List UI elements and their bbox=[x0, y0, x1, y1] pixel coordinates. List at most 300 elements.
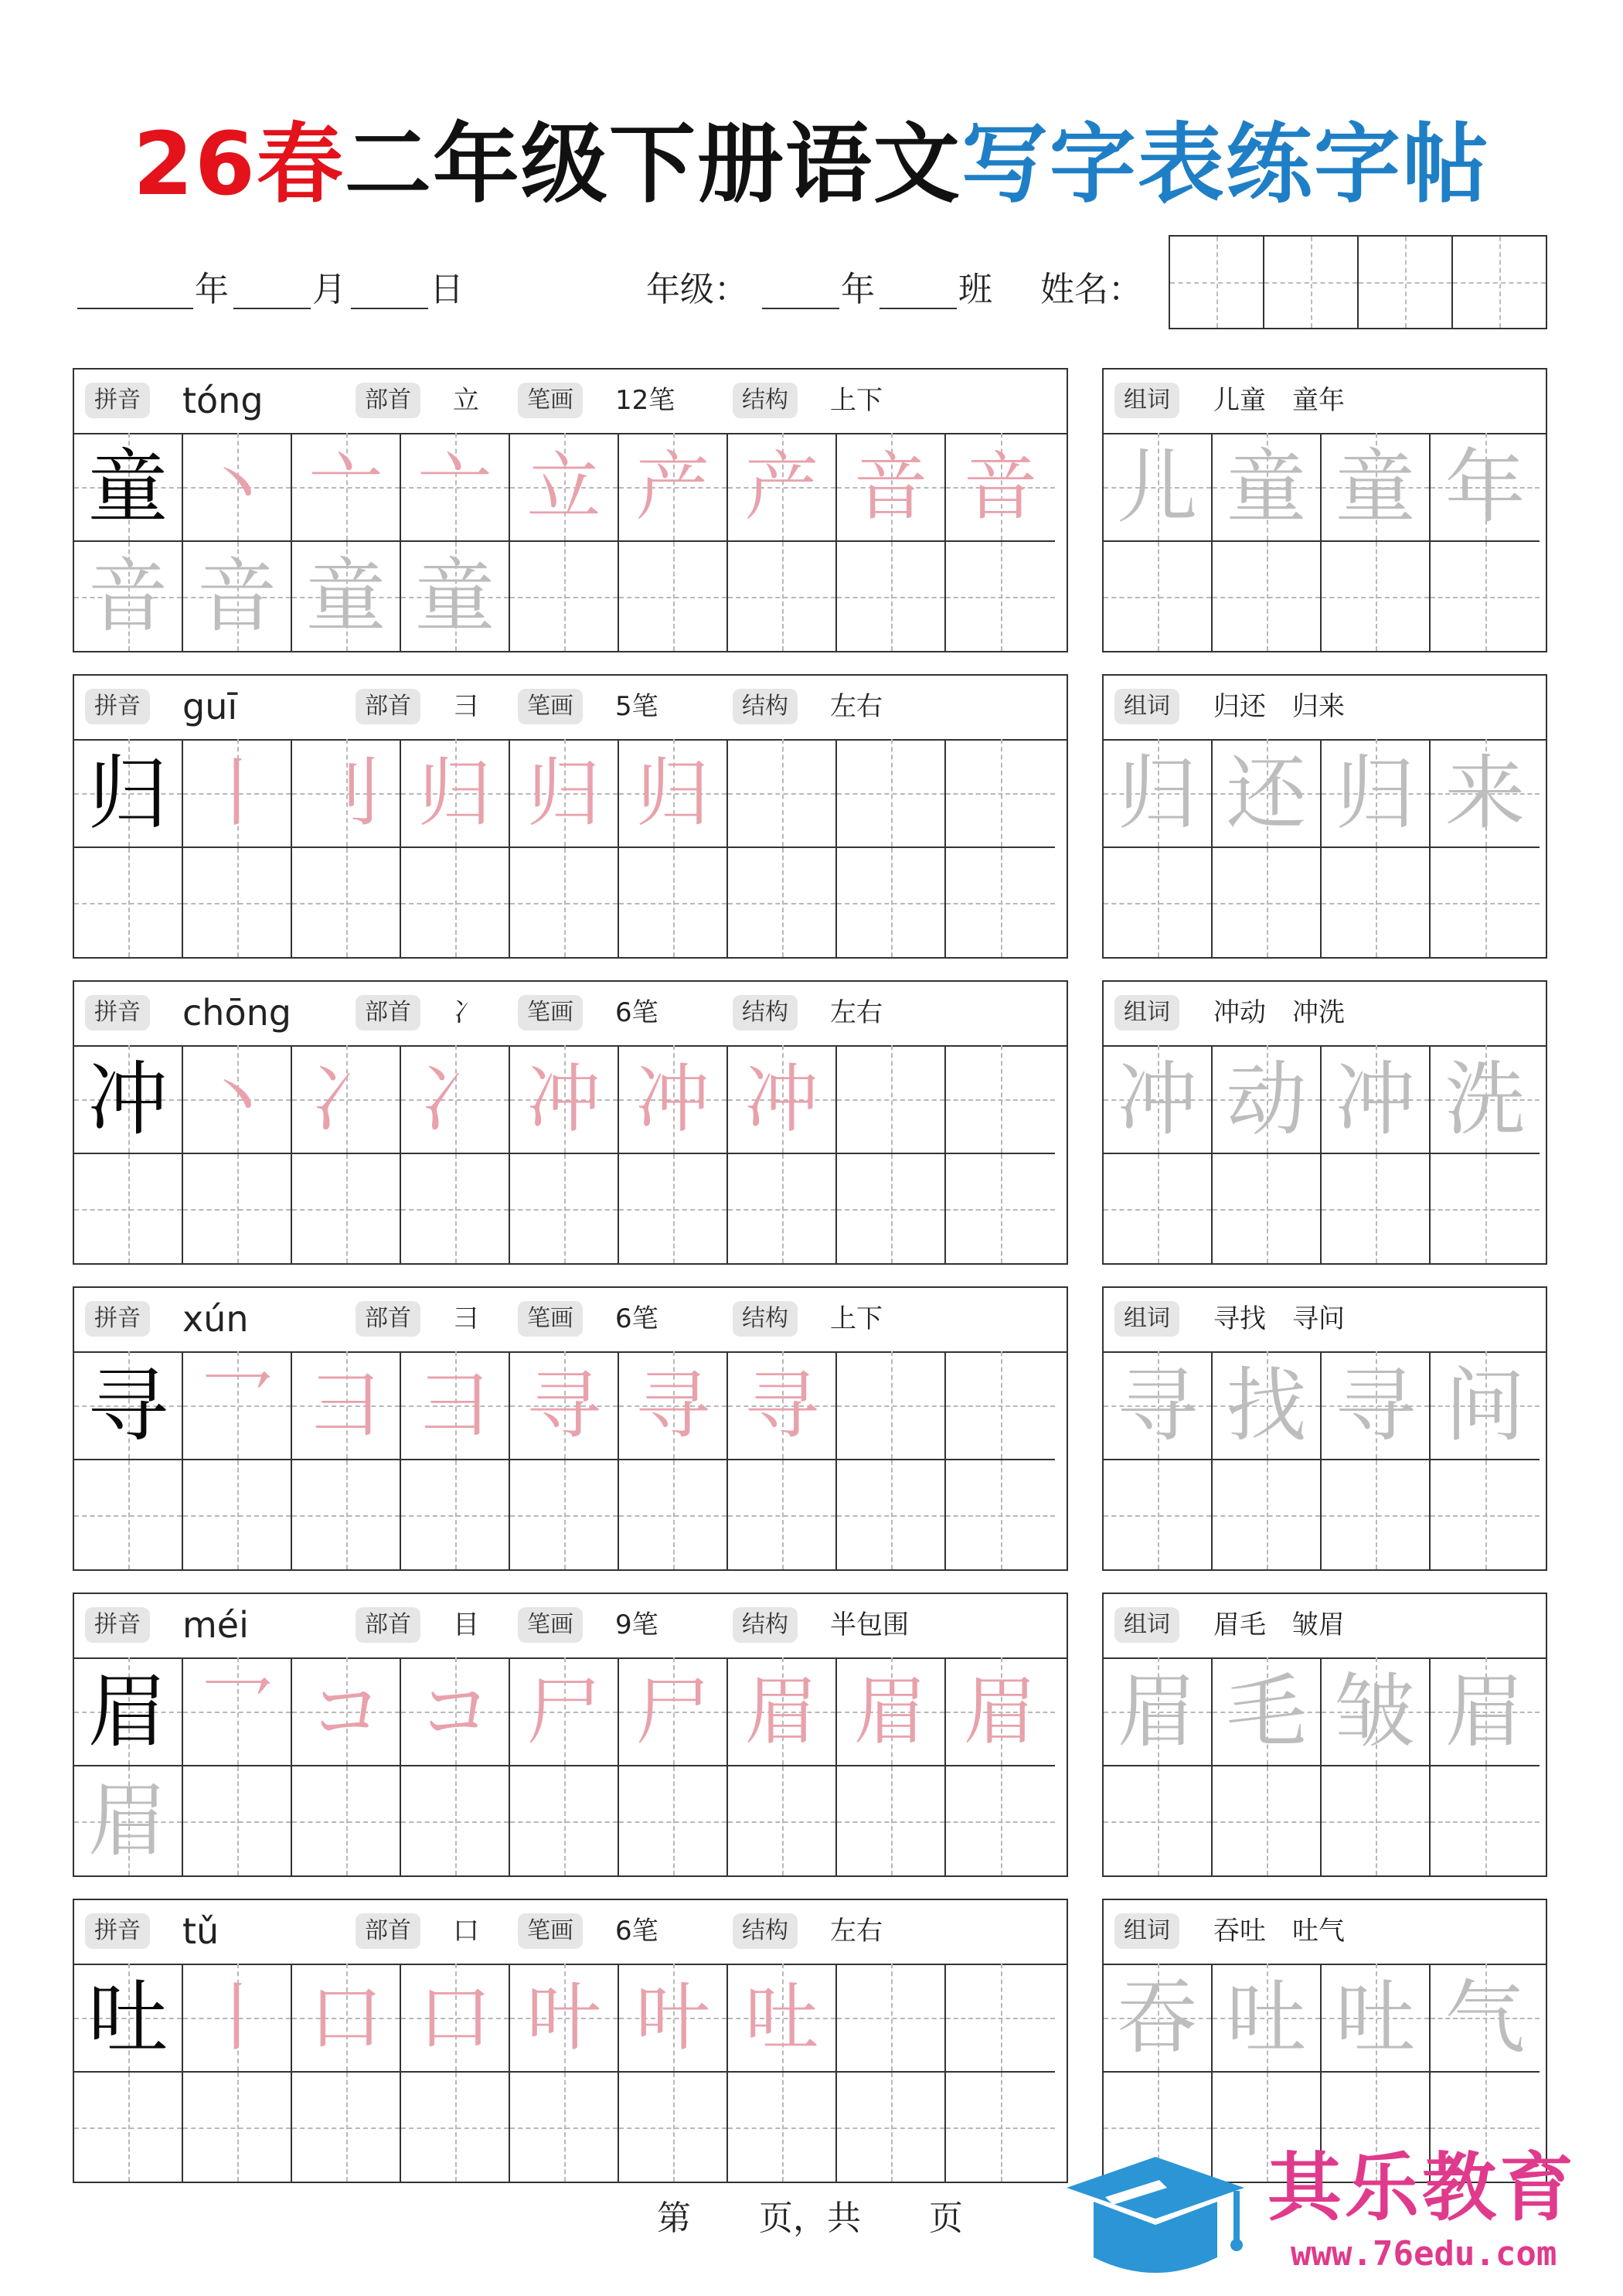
name-label: 姓名： bbox=[1040, 270, 1142, 309]
class-label: 班 bbox=[958, 270, 992, 309]
practice-cell[interactable] bbox=[292, 848, 401, 957]
practice-cell[interactable] bbox=[837, 1351, 946, 1460]
practice-cell[interactable] bbox=[728, 433, 837, 542]
year-label: 年 bbox=[195, 270, 229, 309]
character-info-header bbox=[74, 982, 1067, 1047]
name-cell[interactable] bbox=[1453, 237, 1546, 328]
stroke-order-glyph: 彐 bbox=[417, 1362, 492, 1449]
practice-cell[interactable] bbox=[292, 1964, 401, 2073]
practice-cell[interactable] bbox=[292, 433, 401, 542]
pinyin-value: guī bbox=[182, 686, 238, 727]
practice-cell[interactable] bbox=[1431, 1657, 1540, 1766]
practice-cell[interactable] bbox=[946, 1045, 1055, 1154]
structure-tag: 结构 bbox=[733, 1301, 798, 1337]
words-tag: 组词 bbox=[1114, 1301, 1179, 1337]
practice-cell[interactable] bbox=[728, 739, 837, 848]
word-trace-glyph: 毛 bbox=[1226, 1664, 1307, 1759]
practice-cell[interactable] bbox=[74, 2073, 183, 2182]
practice-cell[interactable] bbox=[1322, 1351, 1431, 1460]
stroke-order-glyph: 丨 bbox=[199, 1974, 274, 2061]
stroke-order-glyph: 音 bbox=[196, 549, 277, 643]
word-trace-glyph: 儿 bbox=[1117, 440, 1198, 534]
practice-cell[interactable] bbox=[74, 1045, 183, 1154]
practice-cell[interactable] bbox=[1104, 1045, 1213, 1154]
practice-cell[interactable] bbox=[946, 1964, 1055, 2073]
practice-cell[interactable] bbox=[1431, 739, 1540, 848]
practice-cell[interactable] bbox=[1322, 1045, 1431, 1154]
practice-cell[interactable] bbox=[292, 2073, 401, 2182]
practice-cell[interactable] bbox=[401, 739, 510, 848]
stroke-order-glyph: 冲 bbox=[744, 1056, 819, 1143]
practice-cell[interactable] bbox=[1322, 542, 1431, 651]
word-trace-glyph: 找 bbox=[1226, 1358, 1307, 1453]
day-blank[interactable] bbox=[351, 308, 428, 309]
word-trace-glyph: 寻 bbox=[1335, 1358, 1416, 1453]
practice-cell[interactable] bbox=[510, 2073, 619, 2182]
practice-cell[interactable] bbox=[1104, 1154, 1213, 1263]
practice-cell[interactable] bbox=[1322, 848, 1431, 957]
practice-cell[interactable] bbox=[1322, 1154, 1431, 1263]
structure-tag: 结构 bbox=[733, 1913, 798, 1949]
practice-cell[interactable] bbox=[837, 1766, 946, 1875]
word-panel bbox=[1102, 1286, 1547, 1571]
practice-cell[interactable] bbox=[728, 848, 837, 957]
strokes-tag: 笔画 bbox=[518, 689, 583, 724]
practice-cell[interactable] bbox=[837, 739, 946, 848]
stroke-order-glyph: 音 bbox=[853, 444, 928, 530]
practice-cell[interactable] bbox=[183, 739, 292, 848]
practice-cell[interactable] bbox=[292, 1045, 401, 1154]
practice-cell[interactable] bbox=[74, 1766, 183, 1875]
practice-cell[interactable] bbox=[183, 1766, 292, 1875]
pinyin-tag: 拼音 bbox=[85, 995, 150, 1030]
practice-cell[interactable] bbox=[728, 542, 837, 651]
practice-cell[interactable] bbox=[837, 2073, 946, 2182]
practice-cell[interactable] bbox=[728, 1460, 837, 1569]
pinyin-value: tǔ bbox=[182, 1910, 219, 1952]
character-info-header bbox=[74, 1594, 1067, 1659]
model-character: 吐 bbox=[87, 1971, 168, 2065]
pinyin-value: méi bbox=[182, 1604, 249, 1646]
practice-cell[interactable] bbox=[1431, 433, 1540, 542]
month-blank[interactable] bbox=[233, 308, 311, 309]
word-panel bbox=[1102, 980, 1547, 1265]
words-tag: 组词 bbox=[1114, 383, 1179, 418]
practice-cell[interactable] bbox=[292, 1154, 401, 1263]
practice-cell[interactable] bbox=[728, 1766, 837, 1875]
practice-cell[interactable] bbox=[74, 1460, 183, 1569]
word-header bbox=[1104, 676, 1546, 741]
practice-cell[interactable] bbox=[183, 542, 292, 651]
practice-cell[interactable] bbox=[74, 1154, 183, 1263]
practice-cell[interactable] bbox=[510, 542, 619, 651]
words-value: 儿童 童年 bbox=[1213, 385, 1345, 416]
word-panel bbox=[1102, 1593, 1547, 1877]
practice-cell[interactable] bbox=[510, 1351, 619, 1460]
practice-cell[interactable] bbox=[1431, 542, 1540, 651]
practice-cell[interactable] bbox=[183, 1154, 292, 1263]
practice-cell[interactable] bbox=[837, 1657, 946, 1766]
practice-cell[interactable] bbox=[1213, 1964, 1322, 2073]
name-cell[interactable] bbox=[1359, 237, 1453, 328]
practice-cell[interactable] bbox=[1104, 433, 1213, 542]
practice-cell[interactable] bbox=[1104, 1964, 1213, 2073]
brand-url: www.76edu.com bbox=[1291, 2234, 1557, 2274]
word-header bbox=[1104, 1900, 1546, 1965]
stroke-order-glyph: 产 bbox=[635, 444, 710, 530]
stroke-order-glyph: 吐 bbox=[744, 1974, 819, 2061]
practice-cell[interactable] bbox=[74, 1351, 183, 1460]
practice-cell[interactable] bbox=[1431, 1766, 1540, 1875]
practice-cell[interactable] bbox=[837, 542, 946, 651]
word-panel bbox=[1102, 1899, 1547, 2183]
structure-value: 左右 bbox=[830, 997, 883, 1028]
practice-cell[interactable] bbox=[510, 848, 619, 957]
practice-cell[interactable] bbox=[510, 433, 619, 542]
practice-cell[interactable] bbox=[619, 1657, 728, 1766]
practice-cell[interactable] bbox=[1322, 739, 1431, 848]
practice-cell[interactable] bbox=[183, 1351, 292, 1460]
word-trace-glyph: 眉 bbox=[1117, 1664, 1198, 1759]
practice-cell[interactable] bbox=[1431, 1964, 1540, 2073]
model-character: 冲 bbox=[87, 1052, 168, 1146]
practice-cell[interactable] bbox=[1213, 1045, 1322, 1154]
word-trace-glyph: 眉 bbox=[1444, 1664, 1526, 1759]
practice-cell[interactable] bbox=[1431, 1045, 1540, 1154]
practice-cell[interactable] bbox=[1213, 739, 1322, 848]
practice-cell[interactable] bbox=[1104, 542, 1213, 651]
strokes-value: 12笔 bbox=[615, 385, 675, 416]
practice-cell[interactable] bbox=[619, 433, 728, 542]
practice-cell[interactable] bbox=[946, 1460, 1055, 1569]
word-practice-grid bbox=[1104, 1045, 1540, 1263]
name-cell[interactable] bbox=[1264, 237, 1359, 328]
structure-value: 左右 bbox=[830, 691, 883, 722]
character-panel bbox=[73, 980, 1068, 1265]
character-info-header bbox=[74, 1900, 1067, 1965]
stroke-order-glyph: 乛 bbox=[199, 1668, 274, 1755]
practice-cell[interactable] bbox=[619, 1351, 728, 1460]
stroke-order-glyph: 叶 bbox=[526, 1974, 601, 2061]
stroke-order-glyph: 归 bbox=[417, 750, 492, 836]
practice-cell[interactable] bbox=[292, 1657, 401, 1766]
word-practice-grid bbox=[1104, 433, 1540, 651]
practice-cell[interactable] bbox=[728, 1657, 837, 1766]
word-panel bbox=[1102, 368, 1547, 652]
word-trace-glyph: 归 bbox=[1335, 746, 1416, 840]
name-writing-grid[interactable] bbox=[1169, 235, 1547, 329]
stroke-order-glyph: コ bbox=[417, 1668, 492, 1755]
stroke-order-glyph: 刂 bbox=[308, 750, 383, 836]
practice-cell[interactable] bbox=[619, 848, 728, 957]
practice-cell[interactable] bbox=[1213, 542, 1322, 651]
stroke-order-glyph: 寻 bbox=[744, 1362, 819, 1449]
strokes-value: 5笔 bbox=[615, 691, 658, 722]
radical-tag: 部首 bbox=[356, 383, 420, 418]
practice-cell[interactable] bbox=[1322, 1766, 1431, 1875]
practice-cell[interactable] bbox=[510, 1154, 619, 1263]
practice-cell[interactable] bbox=[1104, 1351, 1213, 1460]
class-blank[interactable] bbox=[880, 308, 957, 309]
practice-cell[interactable] bbox=[1431, 1460, 1540, 1569]
stroke-order-glyph: 丨 bbox=[199, 750, 274, 836]
practice-cell[interactable] bbox=[619, 1045, 728, 1154]
practice-cell[interactable] bbox=[946, 2073, 1055, 2182]
word-trace-glyph: 寻 bbox=[1117, 1358, 1198, 1453]
practice-cell[interactable] bbox=[728, 1964, 837, 2073]
pinyin-tag: 拼音 bbox=[85, 1301, 150, 1337]
page-number-footer: 第 页，共 页 bbox=[657, 2199, 963, 2238]
practice-cell[interactable] bbox=[1104, 1766, 1213, 1875]
stroke-order-glyph: 乛 bbox=[199, 1362, 274, 1449]
stroke-order-glyph: 口 bbox=[417, 1974, 492, 2061]
stroke-order-glyph: 冲 bbox=[526, 1056, 601, 1143]
stroke-order-glyph: 归 bbox=[526, 750, 601, 836]
practice-grid bbox=[74, 1657, 1055, 1875]
grade-year-label: 年 bbox=[841, 270, 875, 309]
word-trace-glyph: 冲 bbox=[1335, 1052, 1416, 1146]
practice-grid bbox=[74, 1045, 1055, 1263]
practice-cell[interactable] bbox=[619, 1460, 728, 1569]
word-trace-glyph: 还 bbox=[1226, 746, 1307, 840]
practice-cell[interactable] bbox=[1104, 848, 1213, 957]
practice-cell[interactable] bbox=[1431, 848, 1540, 957]
character-info-header bbox=[74, 370, 1067, 434]
structure-tag: 结构 bbox=[733, 1607, 798, 1643]
model-character: 寻 bbox=[87, 1358, 168, 1453]
practice-cell[interactable] bbox=[1213, 1154, 1322, 1263]
practice-cell[interactable] bbox=[183, 1460, 292, 1569]
words-tag: 组词 bbox=[1114, 689, 1179, 724]
practice-cell[interactable] bbox=[946, 1766, 1055, 1875]
practice-cell[interactable] bbox=[183, 1964, 292, 2073]
practice-grid bbox=[74, 739, 1055, 957]
practice-cell[interactable] bbox=[1213, 1351, 1322, 1460]
character-info-header bbox=[74, 676, 1067, 741]
strokes-tag: 笔画 bbox=[518, 995, 583, 1030]
practice-cell[interactable] bbox=[946, 542, 1055, 651]
day-label: 日 bbox=[430, 270, 464, 309]
practice-cell[interactable] bbox=[1431, 1154, 1540, 1263]
model-character: 归 bbox=[87, 746, 168, 840]
stroke-order-glyph: 丶 bbox=[199, 444, 274, 530]
word-trace-glyph: 童 bbox=[1335, 440, 1416, 534]
practice-cell[interactable] bbox=[1213, 1460, 1322, 1569]
word-practice-grid bbox=[1104, 1657, 1540, 1875]
radical-value: 冫 bbox=[453, 997, 479, 1028]
practice-cell[interactable] bbox=[619, 1154, 728, 1263]
practice-cell[interactable] bbox=[510, 1657, 619, 1766]
practice-cell[interactable] bbox=[183, 2073, 292, 2182]
stroke-order-glyph: 亠 bbox=[308, 444, 383, 530]
practice-cell[interactable] bbox=[1213, 1766, 1322, 1875]
character-panel bbox=[73, 674, 1068, 959]
stroke-order-glyph: 眉 bbox=[853, 1668, 928, 1755]
practice-cell[interactable] bbox=[401, 848, 510, 957]
practice-cell[interactable] bbox=[1104, 1460, 1213, 1569]
practice-cell[interactable] bbox=[401, 1154, 510, 1263]
practice-cell[interactable] bbox=[728, 1351, 837, 1460]
words-tag: 组词 bbox=[1114, 1607, 1179, 1643]
strokes-tag: 笔画 bbox=[518, 1913, 583, 1949]
radical-tag: 部首 bbox=[356, 1913, 420, 1949]
practice-cell[interactable] bbox=[1104, 739, 1213, 848]
practice-cell[interactable] bbox=[619, 2073, 728, 2182]
practice-cell[interactable] bbox=[1104, 1657, 1213, 1766]
practice-cell[interactable] bbox=[510, 1964, 619, 2073]
practice-cell[interactable] bbox=[837, 1045, 946, 1154]
practice-cell[interactable] bbox=[1213, 1657, 1322, 1766]
graduation-cap-icon bbox=[1059, 2141, 1267, 2288]
radical-tag: 部首 bbox=[356, 1607, 420, 1643]
pinyin-tag: 拼音 bbox=[85, 1607, 150, 1643]
structure-value: 左右 bbox=[830, 1916, 883, 1947]
stroke-order-glyph: 归 bbox=[635, 750, 710, 836]
practice-cell[interactable] bbox=[510, 1045, 619, 1154]
practice-cell[interactable] bbox=[401, 1766, 510, 1875]
practice-cell[interactable] bbox=[292, 1766, 401, 1875]
practice-cell[interactable] bbox=[401, 1964, 510, 2073]
practice-cell[interactable] bbox=[619, 739, 728, 848]
words-value: 寻找 寻问 bbox=[1213, 1303, 1345, 1334]
practice-cell[interactable] bbox=[837, 433, 946, 542]
structure-tag: 结构 bbox=[733, 383, 798, 418]
strokes-value: 6笔 bbox=[615, 1916, 658, 1947]
word-practice-grid bbox=[1104, 1351, 1540, 1569]
practice-cell[interactable] bbox=[728, 2073, 837, 2182]
practice-cell[interactable] bbox=[401, 1351, 510, 1460]
stroke-order-glyph: 冫 bbox=[308, 1056, 383, 1143]
practice-cell[interactable] bbox=[74, 739, 183, 848]
stroke-order-glyph: 立 bbox=[526, 444, 601, 530]
strokes-value: 9笔 bbox=[615, 1610, 658, 1640]
practice-cell[interactable] bbox=[183, 1657, 292, 1766]
practice-cell[interactable] bbox=[74, 848, 183, 957]
practice-cell[interactable] bbox=[292, 739, 401, 848]
practice-cell[interactable] bbox=[619, 1964, 728, 2073]
stroke-order-glyph: 亠 bbox=[417, 444, 492, 530]
character-panel bbox=[73, 1286, 1068, 1571]
practice-cell[interactable] bbox=[946, 739, 1055, 848]
brand-name: 其乐教育 bbox=[1267, 2144, 1577, 2231]
practice-cell[interactable] bbox=[619, 1766, 728, 1875]
pinyin-value: chōng bbox=[182, 992, 291, 1034]
practice-cell[interactable] bbox=[74, 542, 183, 651]
practice-cell[interactable] bbox=[401, 542, 510, 651]
practice-cell[interactable] bbox=[183, 433, 292, 542]
word-trace-glyph: 吞 bbox=[1117, 1971, 1198, 2065]
practice-cell[interactable] bbox=[1213, 848, 1322, 957]
stroke-order-glyph: 眉 bbox=[963, 1668, 1038, 1755]
year-blank[interactable] bbox=[77, 308, 193, 309]
stroke-order-glyph: コ bbox=[308, 1668, 383, 1755]
practice-cell[interactable] bbox=[510, 1766, 619, 1875]
radical-value: 彐 bbox=[453, 1303, 479, 1334]
practice-cell[interactable] bbox=[946, 1657, 1055, 1766]
practice-cell[interactable] bbox=[1322, 1964, 1431, 2073]
practice-cell[interactable] bbox=[401, 2073, 510, 2182]
practice-cell[interactable] bbox=[292, 1351, 401, 1460]
practice-cell[interactable] bbox=[510, 739, 619, 848]
practice-cell[interactable] bbox=[1322, 1460, 1431, 1569]
strokes-tag: 笔画 bbox=[518, 1301, 583, 1337]
practice-cell[interactable] bbox=[728, 1154, 837, 1263]
words-tag: 组词 bbox=[1114, 1913, 1179, 1949]
practice-cell[interactable] bbox=[619, 542, 728, 651]
stroke-order-glyph: 寻 bbox=[635, 1362, 710, 1449]
practice-cell[interactable] bbox=[74, 433, 183, 542]
practice-cell[interactable] bbox=[292, 1460, 401, 1569]
practice-cell[interactable] bbox=[728, 1045, 837, 1154]
stroke-order-glyph: 尸 bbox=[526, 1668, 601, 1755]
practice-cell[interactable] bbox=[401, 1460, 510, 1569]
brand-logo bbox=[1059, 2141, 1615, 2288]
words-value: 吞吐 吐气 bbox=[1213, 1916, 1345, 1947]
practice-cell[interactable] bbox=[946, 1351, 1055, 1460]
radical-value: 目 bbox=[453, 1610, 479, 1640]
stroke-order-glyph: 产 bbox=[744, 444, 819, 530]
practice-cell[interactable] bbox=[837, 1964, 946, 2073]
stroke-order-glyph: 眉 bbox=[87, 1773, 168, 1868]
practice-cell[interactable] bbox=[183, 848, 292, 957]
page-title bbox=[0, 114, 1623, 215]
grade-year-blank[interactable] bbox=[762, 308, 839, 309]
practice-cell[interactable] bbox=[1431, 1351, 1540, 1460]
practice-cell[interactable] bbox=[1213, 433, 1322, 542]
pinyin-value: xún bbox=[182, 1298, 249, 1340]
word-trace-glyph: 冲 bbox=[1117, 1052, 1198, 1146]
word-header bbox=[1104, 1594, 1546, 1659]
practice-cell[interactable] bbox=[946, 433, 1055, 542]
pinyin-tag: 拼音 bbox=[85, 1913, 150, 1949]
practice-cell[interactable] bbox=[183, 1045, 292, 1154]
model-character: 童 bbox=[87, 440, 168, 534]
practice-cell[interactable] bbox=[292, 542, 401, 651]
word-header bbox=[1104, 982, 1546, 1047]
stroke-order-glyph: 叶 bbox=[635, 1974, 710, 2061]
character-panel bbox=[73, 1593, 1068, 1877]
practice-cell[interactable] bbox=[401, 1045, 510, 1154]
stroke-order-glyph: 童 bbox=[414, 549, 495, 643]
stroke-order-glyph: 彐 bbox=[308, 1362, 383, 1449]
practice-cell[interactable] bbox=[401, 1657, 510, 1766]
practice-cell[interactable] bbox=[837, 848, 946, 957]
strokes-tag: 笔画 bbox=[518, 1607, 583, 1643]
name-cell[interactable] bbox=[1170, 237, 1264, 328]
practice-cell[interactable] bbox=[510, 1460, 619, 1569]
word-trace-glyph: 归 bbox=[1117, 746, 1198, 840]
grade-label: 年级： bbox=[646, 270, 748, 309]
practice-cell[interactable] bbox=[837, 1460, 946, 1569]
pinyin-tag: 拼音 bbox=[85, 383, 150, 418]
practice-cell[interactable] bbox=[837, 1154, 946, 1263]
words-value: 冲动 冲洗 bbox=[1213, 997, 1345, 1028]
practice-cell[interactable] bbox=[946, 848, 1055, 957]
practice-cell[interactable] bbox=[1322, 1657, 1431, 1766]
strokes-value: 6笔 bbox=[615, 997, 658, 1028]
practice-cell[interactable] bbox=[946, 1154, 1055, 1263]
radical-tag: 部首 bbox=[356, 1301, 420, 1337]
structure-value: 上下 bbox=[830, 1303, 883, 1334]
word-trace-glyph: 吐 bbox=[1226, 1971, 1307, 2065]
practice-cell[interactable] bbox=[401, 433, 510, 542]
practice-cell[interactable] bbox=[74, 1964, 183, 2073]
model-character: 眉 bbox=[87, 1664, 168, 1759]
practice-cell[interactable] bbox=[74, 1657, 183, 1766]
practice-cell[interactable] bbox=[1322, 433, 1431, 542]
word-trace-glyph: 皱 bbox=[1335, 1664, 1416, 1759]
character-info-header bbox=[74, 1288, 1067, 1353]
